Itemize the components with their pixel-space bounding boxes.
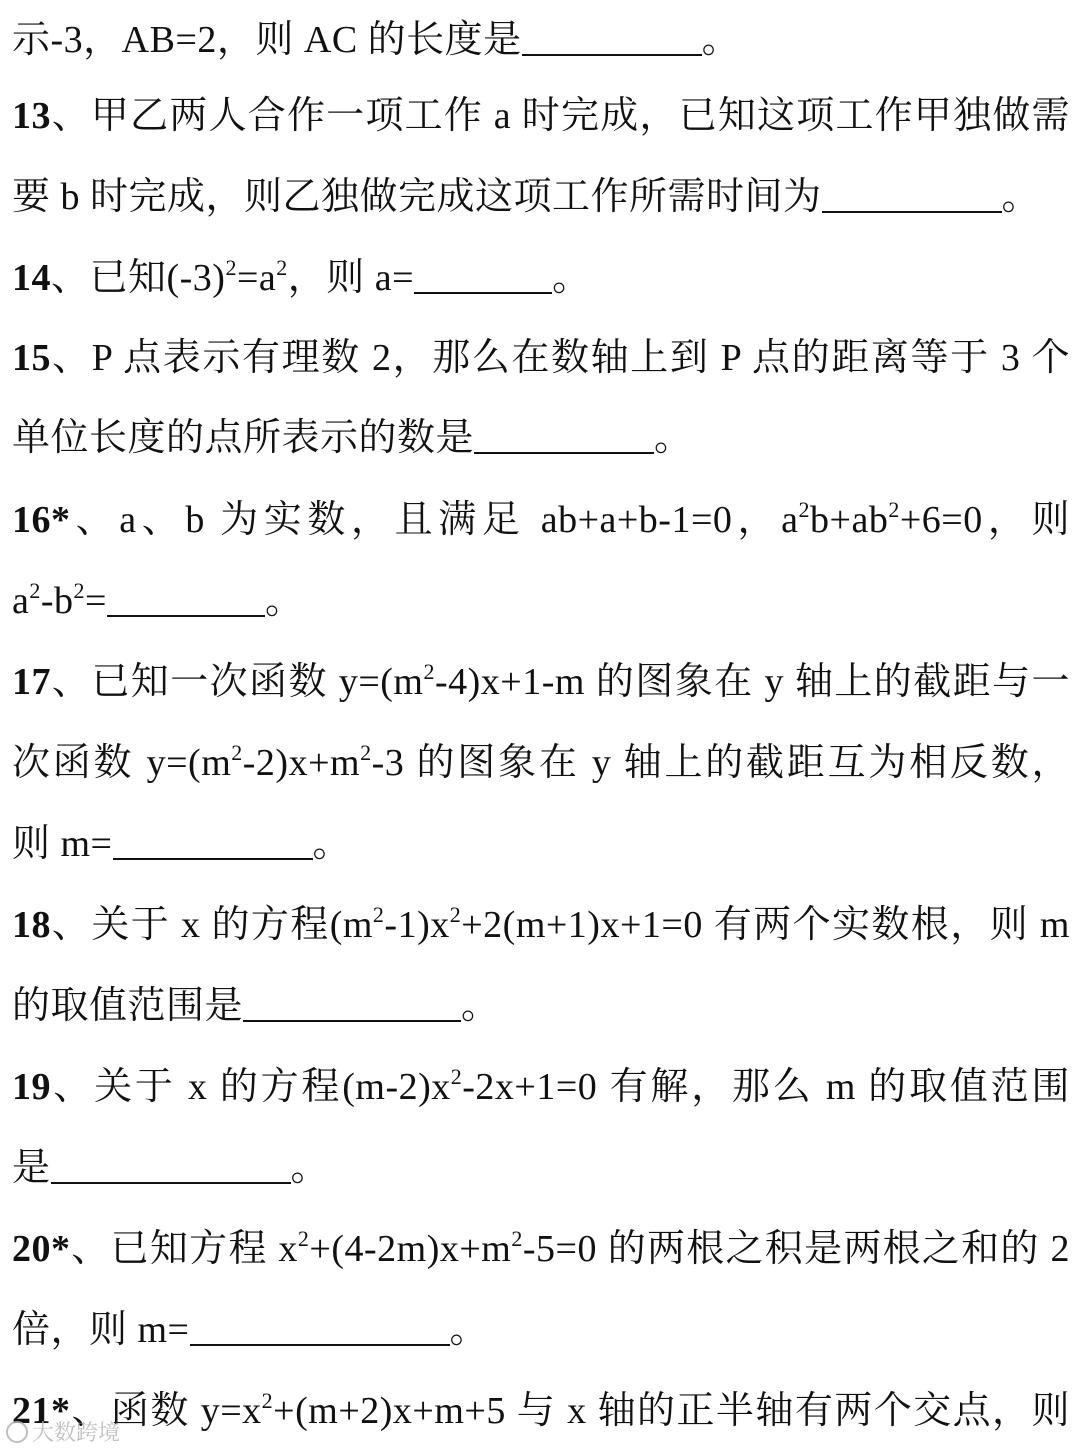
question-number-21: 21* (12, 1390, 71, 1432)
q17-text-6: 则 m= (12, 823, 113, 865)
q18-text-3: +2(m+1)x+1=0 有两个实数根，则 m (461, 904, 1070, 946)
question-number-13: 13 (12, 95, 51, 137)
q16-text-2: b+ab (810, 499, 889, 541)
q19-text-1: 、关于 x 的方程(m-2)x (51, 1066, 451, 1108)
question-17-line-2 (12, 733, 1070, 793)
q21-exponent-1: 2 (261, 1388, 274, 1413)
question-number-17: 17 (12, 661, 51, 703)
q16-text-4: a (12, 580, 30, 622)
q21-text-2: +(m+2)x+m+5 与 x 轴的正半轴有两个交点，则 (273, 1390, 1070, 1432)
q19-text-3: 是 (12, 1147, 51, 1189)
question-number-18: 18 (12, 904, 51, 946)
q18-exponent-1: 2 (372, 902, 385, 927)
q14-exponent-1: 2 (225, 255, 237, 280)
answer-blank-14 (414, 256, 552, 294)
q16-exponent-4: 2 (73, 578, 86, 603)
q20-exponent-2: 2 (511, 1226, 523, 1251)
question-18-line-1 (12, 895, 1070, 955)
question-number-19: 19 (12, 1066, 51, 1108)
answer-blank-16 (107, 579, 265, 617)
q19-text-2: -2x+1=0 有解，那么 m 的取值范围 (462, 1066, 1070, 1108)
answer-blank-17 (113, 822, 313, 860)
question-17-line-3 (12, 814, 1070, 874)
q16-text-3: +6=0，则 (899, 499, 1070, 541)
q14-text-2: =a (236, 257, 277, 299)
q21-text-1: 、函数 y=x (70, 1390, 262, 1432)
q17-exponent-2: 2 (231, 740, 243, 765)
question-15-line-2 (12, 408, 1070, 468)
question-number-16: 16* (12, 499, 71, 541)
watermark-text: 大数跨境 (32, 1421, 121, 1446)
q15-text-b: 单位长度的点所表示的数是 (12, 417, 475, 459)
q12-text: 示-3，AB=2，则 AC 的长度是 (12, 19, 522, 61)
q18-exponent-2: 2 (449, 902, 462, 927)
period: 。 (312, 823, 352, 865)
q17-text-3: 次函数 y=(m (12, 742, 232, 784)
period: 。 (264, 580, 304, 622)
q18-text-2: -1)x (384, 904, 450, 946)
q17-text-4: -2)x+m (242, 742, 361, 784)
period: 。 (461, 985, 500, 1027)
question-20-line-2 (12, 1300, 1070, 1360)
watermark-logo-icon (6, 1421, 28, 1443)
question-20-line-1 (12, 1219, 1070, 1279)
q17-text-2: -4)x+1-m 的图象在 y 轴上的截距与一 (435, 661, 1071, 703)
question-15-line-1 (12, 328, 1070, 388)
period: 。 (449, 1309, 489, 1351)
period: 。 (552, 257, 591, 299)
q18-text-4: 的取值范围是 (12, 985, 244, 1027)
q17-exponent-3: 2 (360, 740, 372, 765)
q14-text-3: ，则 a= (287, 257, 415, 299)
q15-text-a: 、P 点表示有理数 2，那么在数轴上到 P 点的距离等于 3 个 (51, 337, 1070, 379)
q16-exponent-3: 2 (29, 578, 41, 603)
q16-exponent-1: 2 (798, 497, 811, 522)
period: 。 (654, 417, 693, 459)
question-13-line-1 (12, 86, 1070, 146)
question-12-tail (12, 10, 1070, 70)
q13-text-b: 要 b 时完成，则乙独做完成这项工作所需时间为 (12, 176, 822, 218)
question-16-line-1 (12, 490, 1070, 550)
question-18-line-2 (12, 976, 1070, 1036)
q20-exponent-1: 2 (297, 1226, 310, 1251)
q14-exponent-2: 2 (276, 255, 288, 280)
q16-text-1: 、a、b 为实数，且满足 ab+a+b-1=0，a (70, 499, 799, 541)
question-19-line-2 (12, 1138, 1070, 1198)
question-21-line-1 (12, 1381, 1070, 1441)
q19-exponent-1: 2 (450, 1064, 463, 1089)
q20-text-3: -5=0 的两根之积是两根之和的 2 (522, 1228, 1070, 1270)
question-number-14: 14 (12, 257, 51, 299)
question-13-line-2 (12, 167, 1070, 227)
watermark (6, 1416, 120, 1447)
q16-text-5: -b (40, 580, 74, 622)
period: 。 (701, 19, 741, 61)
q17-text-5: -3 的图象在 y 轴上的截距互为相反数， (371, 742, 1070, 784)
q13-text-a: 、甲乙两人合作一项工作 a 时完成，已知这项工作甲独做需 (51, 95, 1070, 137)
q18-text-1: 、关于 x 的方程(m (51, 904, 373, 946)
answer-blank-13 (822, 175, 1002, 213)
question-number-20: 20* (12, 1228, 71, 1270)
q16-exponent-2: 2 (888, 497, 900, 522)
answer-blank-20 (190, 1308, 450, 1346)
q17-exponent-1: 2 (423, 659, 435, 684)
q14-text-1: 、已知(-3) (51, 257, 226, 299)
question-17-line-1 (12, 652, 1070, 712)
q20-text-4: 倍，则 m= (12, 1309, 190, 1351)
question-16-line-2 (12, 571, 1070, 631)
period: 。 (1001, 176, 1041, 218)
question-19-line-1 (12, 1057, 1070, 1117)
answer-blank-18 (243, 984, 461, 1022)
answer-blank-15 (474, 416, 654, 454)
period: 。 (290, 1147, 330, 1189)
question-number-15: 15 (12, 337, 51, 379)
answer-blank-19 (51, 1146, 291, 1184)
answer-blank-12 (522, 18, 702, 56)
question-14 (12, 248, 1070, 308)
q20-text-1: 、已知方程 x (70, 1228, 298, 1270)
q16-text-6: = (85, 580, 107, 622)
q20-text-2: +(4-2m)x+m (309, 1228, 512, 1270)
q17-text-1: 、已知一次函数 y=(m (51, 661, 424, 703)
